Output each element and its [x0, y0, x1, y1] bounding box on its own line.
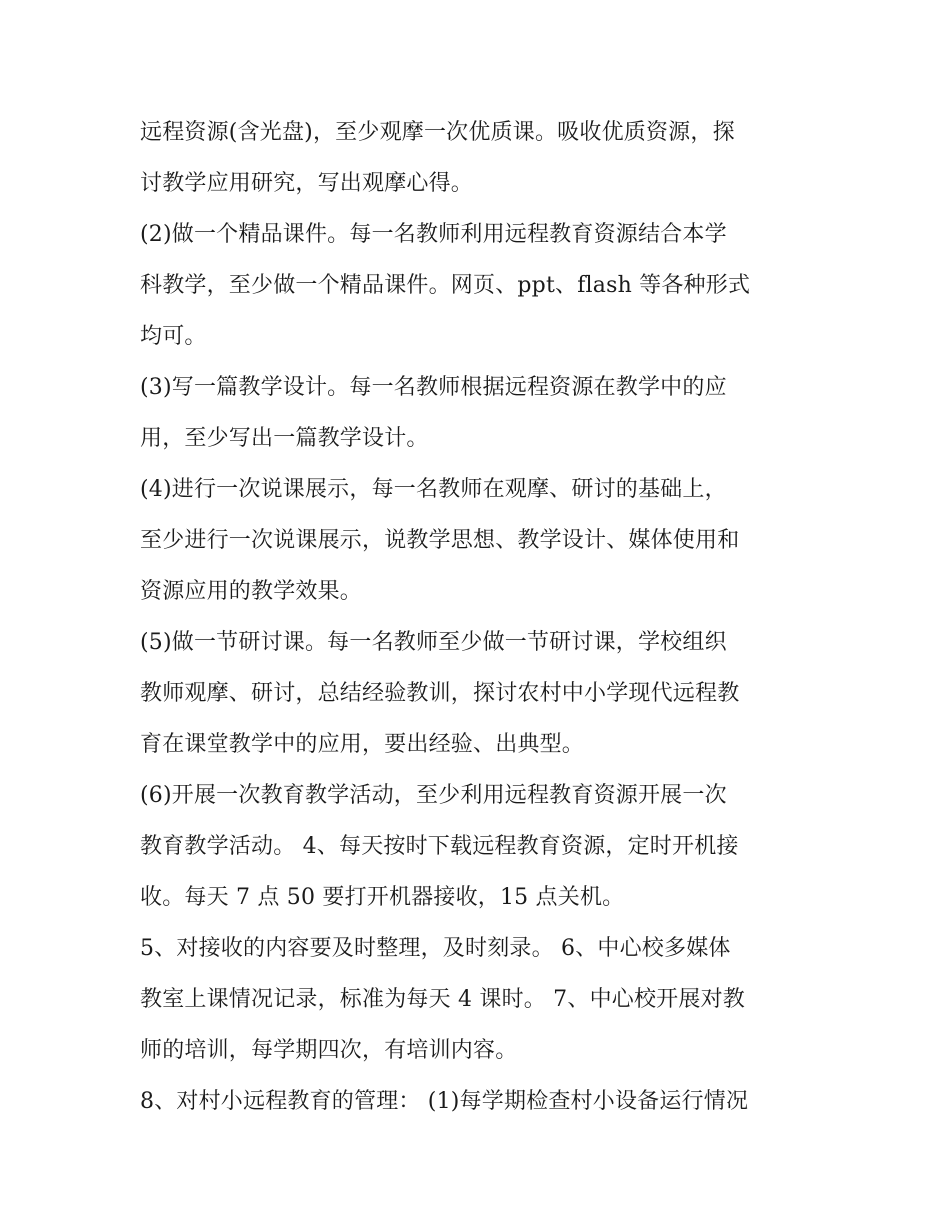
- text-line: 8、对村小远程教育的管理： (1)每学期检查村小设备运行情况: [140, 1089, 749, 1114]
- text-line: 教师观摩、研讨，总结经验教训，探讨农村中小学现代远程教: [140, 681, 740, 706]
- text-line: (2)做一个精品课件。每一名教师利用远程教育资源结合本学: [140, 222, 727, 247]
- text-line: (6)开展一次教育教学活动，至少利用远程教育资源开展一次: [140, 783, 727, 808]
- text-line: (4)进行一次说课展示，每一名教师在观摩、研讨的基础上，: [140, 477, 727, 502]
- text-line: 育在课堂教学中的应用，要出经验、出典型。: [140, 732, 585, 757]
- text-line: 收。每天 7 点 50 要打开机器接收，15 点关机。: [140, 885, 625, 910]
- text-line: 均可。: [140, 324, 207, 349]
- text-line: 教育教学活动。 4、每天按时下载远程教育资源，定时开机接: [140, 834, 739, 859]
- text-line: (5)做一节研讨课。每一名教师至少做一节研讨课，学校组织: [140, 630, 727, 655]
- text-line: 至少进行一次说课展示，说教学思想、教学设计、媒体使用和: [140, 528, 740, 553]
- text-line: 5、对接收的内容要及时整理，及时刻录。 6、中心校多媒体: [140, 936, 731, 961]
- text-line: 科教学，至少做一个精品课件。网页、ppt、flash 等各种形式: [140, 273, 751, 298]
- document-body: [140, 107, 820, 1127]
- text-line: 用，至少写出一篇教学设计。: [140, 426, 429, 451]
- text-line: 教室上课情况记录，标准为每天 4 课时。 7、中心校开展对教: [140, 987, 745, 1012]
- text-line: 讨教学应用研究，写出观摩心得。: [140, 171, 474, 196]
- text-line: 资源应用的教学效果。: [140, 579, 363, 604]
- text-line: 师的培训，每学期四次，有培训内容。: [140, 1038, 518, 1063]
- text-line: 远程资源(含光盘)，至少观摩一次优质课。吸收优质资源，探: [140, 120, 735, 145]
- text-line: (3)写一篇教学设计。每一名教师根据远程资源在教学中的应: [140, 375, 727, 400]
